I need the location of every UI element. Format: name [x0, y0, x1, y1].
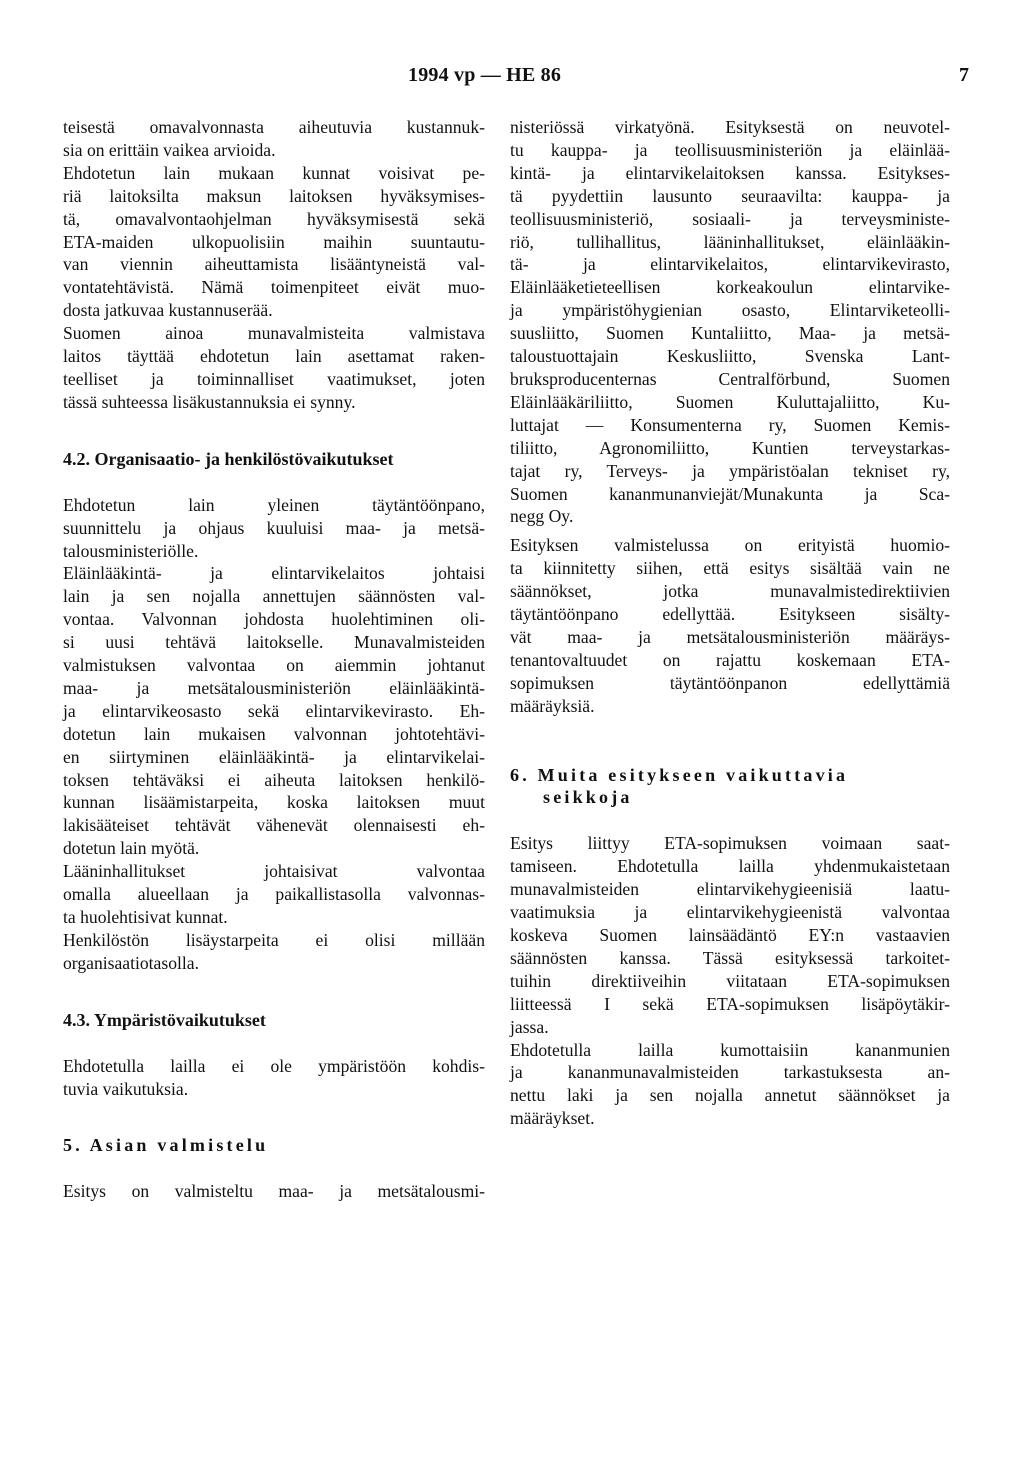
- text-line: täytäntöönpano edellyttää. Esitykseen sisälty-: [510, 604, 950, 625]
- text-line: valmistuksen valvontaa on aiemmin johtanut: [63, 655, 485, 676]
- text-line: Ehdotetulla lailla ei ole ympäristöön kohdis-: [63, 1055, 485, 1076]
- text-line: tu kauppa- ja teollisuusministeriön ja eläinlää-: [510, 139, 950, 160]
- text-line: maa- ja metsätalousministeriön eläinlääkintä-: [63, 677, 485, 698]
- text-line: tä pyydettiin lausunto seuraavilta: kauppa- ja: [510, 185, 950, 206]
- text-line: lain ja sen nojalla annettujen säännösten val-: [63, 586, 485, 607]
- text-line: tä- ja elintarvikelaitos, elintarvikevirasto,: [510, 254, 950, 275]
- paragraph: [510, 534, 950, 717]
- text-line: ja ympäristöhygienian osasto, Elintarviketeolli-: [510, 300, 950, 321]
- section-heading: 4.2. Organisaatio- ja henkilöstövaikutukset: [63, 448, 394, 469]
- text-line: sia on erittäin vaikea arvioida.: [63, 139, 276, 160]
- paragraph: [510, 832, 950, 1038]
- page-number: 7: [959, 64, 969, 86]
- text-line: kunnan lisäämistarpeita, koska laitoksen muut: [63, 792, 485, 813]
- text-line: dotetun lain myötä.: [63, 838, 200, 859]
- text-line: dosta jatkuvaa kustannuserää.: [63, 300, 273, 321]
- text-line: jassa.: [510, 1016, 549, 1037]
- paragraph: [63, 162, 485, 322]
- text-line: Henkilöstön lisäystarpeita ei olisi millään: [63, 929, 485, 950]
- text-line: negg Oy.: [510, 506, 574, 527]
- text-line: vontatehtävistä. Nämä toimenpiteet eivät muo-: [63, 277, 485, 298]
- text-line: liitteessä I sekä ETA-sopimuksen lisäpöytäkir-: [510, 993, 950, 1014]
- paragraph: [63, 860, 485, 929]
- text-line: Esitys on valmisteltu maa- ja metsätalousmi-: [63, 1181, 485, 1202]
- text-line: tiliitto, Agronomiliitto, Kuntien terveystarkas-: [510, 437, 950, 458]
- text-line: teisestä omavalvonnasta aiheutuvia kustannuk-: [63, 117, 485, 137]
- text-line: teollisuusministeriö, sosiaali- ja terveysministe-: [510, 208, 950, 229]
- section-heading: 4.3. Ympäristövaikutukset: [63, 1009, 266, 1030]
- section-heading: 5. Asian valmistelu: [63, 1135, 269, 1156]
- text-line: tuvia vaikutuksia.: [63, 1078, 189, 1099]
- text-line: teelliset ja toiminnalliset vaatimukset, joten: [63, 368, 485, 389]
- paragraph: [63, 116, 485, 162]
- text-line: vontaa. Valvonnan johdosta huolehtiminen oli-: [63, 609, 485, 630]
- section-heading-continued: seikkoja: [543, 787, 633, 808]
- text-line: lakisääteiset tehtävät vähenevät olennaisesti eh-: [63, 815, 485, 836]
- text-line: koskeva Suomen lainsäädäntö EY:n vastaavien: [510, 925, 950, 945]
- text-line: määräyksiä.: [510, 695, 595, 716]
- text-line: organisaatiotasolla.: [63, 952, 199, 973]
- text-line: Suomen kananmunanviejät/Munakunta ja Sca-: [510, 483, 950, 504]
- text-line: en siirtyminen eläinlääkintä- ja elintarvikelai-: [63, 746, 485, 767]
- text-line: Eläinlääkäriliitto, Suomen Kuluttajaliitto, Ku-: [510, 391, 950, 412]
- text-line: laitos täyttää ehdotetun lain asettamat raken-: [63, 346, 485, 367]
- paragraph: [63, 562, 485, 860]
- paragraph: [510, 1039, 950, 1131]
- text-line: vät maa- ja metsätalousministeriön määräys-: [510, 626, 950, 647]
- text-line: nettu laki ja sen nojalla annetut säännökset ja: [510, 1085, 950, 1106]
- text-line: Ehdotetun lain mukaan kunnat voisivat pe-: [63, 162, 485, 183]
- text-line: toksen tehtäväksi ei aiheuta laitoksen henkilö-: [63, 769, 485, 790]
- text-line: säännösten kanssa. Tässä esityksessä tarkoitet-: [510, 947, 950, 968]
- left-column: [63, 116, 485, 1203]
- text-line: ETA-maiden ulkopuolisiin maihin suuntautu-: [63, 231, 485, 252]
- text-line: Ehdotetulla lailla kumottaisiin kananmunien: [510, 1039, 950, 1060]
- text-line: tä, omavalvontaohjelman hyväksymisestä sekä: [63, 208, 485, 229]
- text-line: riä laitoksilta maksun laitoksen hyväksymises-: [63, 185, 485, 206]
- text-line: määräykset.: [510, 1108, 595, 1129]
- text-line: munavalmisteiden elintarvikehygieenisiä laatu-: [510, 879, 950, 900]
- text-line: tajat ry, Terveys- ja ympäristöalan tekniset ry,: [510, 460, 950, 481]
- section-heading: 6. Muita esitykseen vaikuttavia: [510, 764, 849, 785]
- document-reference: 1994 vp — HE 86: [408, 64, 562, 86]
- page-header: [0, 64, 1024, 94]
- text-line: ta kiinnitetty siihen, että esitys sisältää vain ne: [510, 558, 950, 579]
- text-line: ta huolehtisivat kunnat.: [63, 907, 228, 927]
- text-line: tamiseen. Ehdotetulla lailla yhdenmukaistetaan: [510, 856, 950, 877]
- paragraph: [63, 1180, 485, 1203]
- text-line: suusliitto, Suomen Kuntaliitto, Maa- ja metsä-: [510, 323, 950, 344]
- paragraph: [510, 116, 950, 528]
- text-line: van viennin aiheuttamista lisääntyneistä val-: [63, 254, 485, 275]
- text-line: säännökset, jotka munavalmistedirektiivien: [510, 581, 950, 602]
- paragraph: [63, 322, 485, 414]
- text-line: Ehdotetun lain yleinen täytäntöönpano,: [63, 494, 485, 515]
- text-line: tässä suhteessa lisäkustannuksia ei synny.: [63, 391, 356, 412]
- text-line: tuihin direktiiveihin viitataan ETA-sopimuksen: [510, 970, 950, 991]
- text-line: taloustuottajain Keskusliitto, Svenska Lant-: [510, 346, 950, 367]
- text-line: Eläinlääketieteellisen korkeakoulun elintarvike-: [510, 277, 950, 298]
- text-line: ja kananmunavalmisteiden tarkastuksesta an-: [510, 1062, 950, 1083]
- text-line: luttajat — Konsumenterna ry, Suomen Kemis-: [510, 414, 950, 435]
- paragraph: [63, 1055, 485, 1101]
- text-line: Lääninhallitukset johtaisivat valvontaa: [63, 861, 485, 882]
- text-line: Esitys liittyy ETA-sopimuksen voimaan saat-: [510, 833, 950, 854]
- text-line: Suomen ainoa munavalmisteita valmistava: [63, 323, 485, 344]
- text-line: dotetun lain mukaisen valvonnan johtotehtävi-: [63, 723, 485, 744]
- text-line: bruksproducenternas Centralförbund, Suomen: [510, 368, 950, 389]
- text-line: Esityksen valmistelussa on erityistä huomio-: [510, 535, 950, 556]
- text-line: nisteriössä virkatyönä. Esityksestä on neuvotel-: [510, 117, 950, 137]
- text-line: talousministeriölle.: [63, 540, 199, 561]
- text-line: ja elintarvikeosasto sekä elintarvikevirasto. Eh-: [63, 700, 485, 721]
- paragraph: [63, 929, 485, 975]
- text-line: Eläinlääkintä- ja elintarvikelaitos johtaisi: [63, 563, 485, 584]
- text-line: omalla alueellaan ja paikallistasolla valvonnas-: [63, 884, 485, 905]
- text-line: suunnittelu ja ohjaus kuuluisi maa- ja metsä-: [63, 517, 485, 538]
- text-line: vaatimuksia ja elintarvikehygieenistä valvontaa: [510, 902, 950, 923]
- text-line: riö, tullihallitus, lääninhallitukset, eläinlääkin-: [510, 231, 950, 252]
- text-line: kintä- ja elintarvikelaitoksen kanssa. Esitykses-: [510, 162, 950, 183]
- text-line: tenantovaltuudet on rajattu koskemaan ETA-: [510, 649, 950, 670]
- text-line: si uusi tehtävä laitokselle. Munavalmisteiden: [63, 632, 485, 653]
- right-column: [510, 116, 950, 1130]
- paragraph: [63, 494, 485, 563]
- text-line: sopimuksen täytäntöönpanon edellyttämiä: [510, 672, 950, 693]
